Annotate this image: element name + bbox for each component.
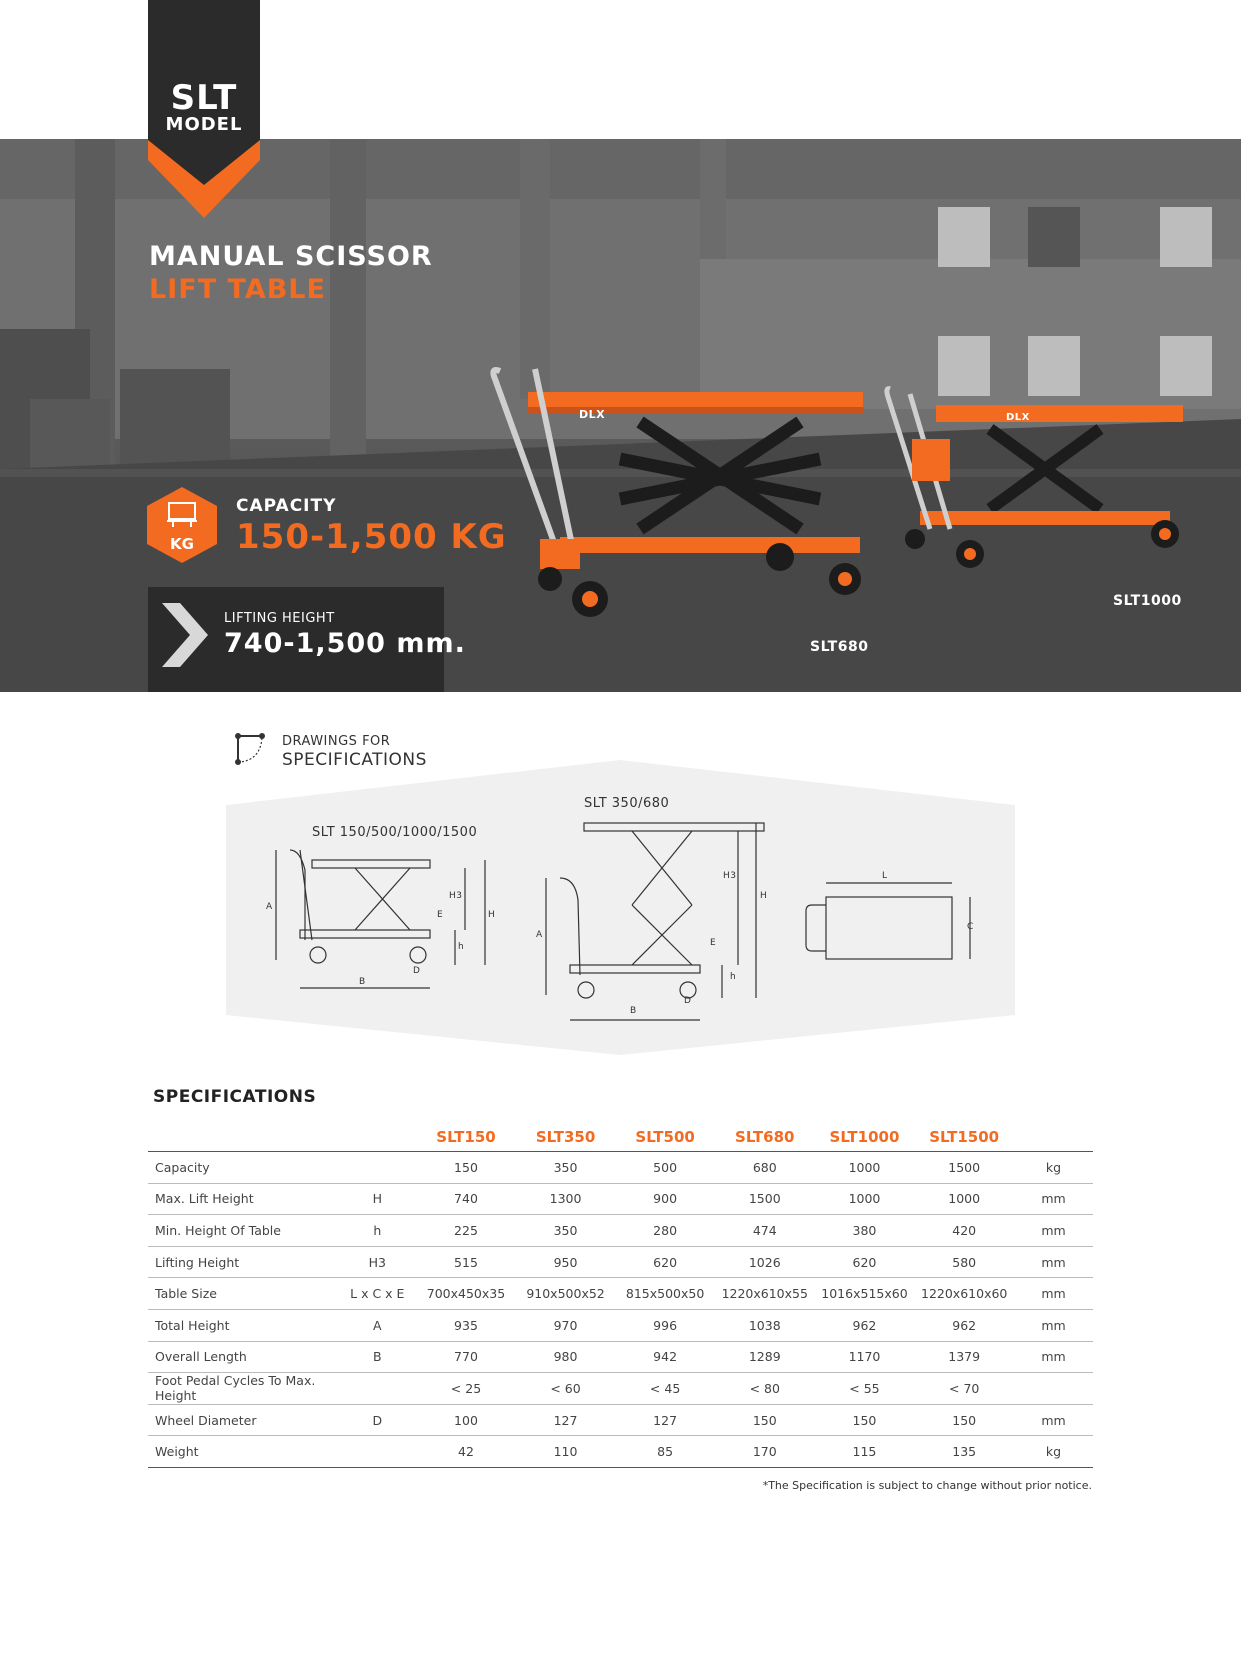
row-label: Total Height <box>148 1309 338 1341</box>
cell-value: 996 <box>615 1309 715 1341</box>
slt1000-deck-label: DLX <box>1006 412 1030 423</box>
cell-value: 970 <box>516 1309 616 1341</box>
cell-value: 770 <box>416 1341 516 1373</box>
drawings-heading-large: SPECIFICATIONS <box>282 750 427 770</box>
cell-value: 380 <box>815 1215 915 1247</box>
header-model: SLT350 <box>516 1123 616 1152</box>
cell-value: 150 <box>416 1152 516 1184</box>
title-line2: LIFT TABLE <box>149 274 326 305</box>
row-label: Weight <box>148 1436 338 1468</box>
cell-value: 1000 <box>815 1152 915 1184</box>
badge-model: MODEL <box>165 114 243 135</box>
table-header-row <box>148 1123 1093 1152</box>
cell-value: 100 <box>416 1404 516 1436</box>
table-row <box>148 1436 1093 1468</box>
row-unit: mm <box>1014 1309 1093 1341</box>
header-model: SLT500 <box>615 1123 715 1152</box>
table-row <box>148 1309 1093 1341</box>
row-symbol <box>338 1436 416 1468</box>
dim-hh-left: H <box>488 910 496 920</box>
lifting-height-value: 740-1,500 mm. <box>224 628 466 659</box>
cell-value: 962 <box>914 1309 1014 1341</box>
row-symbol: H <box>338 1183 416 1215</box>
cell-value: 127 <box>615 1404 715 1436</box>
cell-value: 1170 <box>815 1341 915 1373</box>
kg-icon-text: KG <box>170 535 194 553</box>
table-row <box>148 1373 1093 1405</box>
table-row <box>148 1215 1093 1247</box>
cell-value: 1300 <box>516 1183 616 1215</box>
row-label: Wheel Diameter <box>148 1404 338 1436</box>
dim-a-mid: A <box>536 930 543 940</box>
header-model: SLT1500 <box>914 1123 1014 1152</box>
row-symbol: L x C x E <box>338 1278 416 1310</box>
row-symbol: D <box>338 1404 416 1436</box>
dim-b-mid: B <box>630 1006 637 1016</box>
row-symbol: h <box>338 1215 416 1247</box>
cell-value: 910x500x52 <box>516 1278 616 1310</box>
cell-value: 1289 <box>715 1341 815 1373</box>
cell-value: 150 <box>715 1404 815 1436</box>
cell-value: 950 <box>516 1246 616 1278</box>
lifting-height-label: LIFTING HEIGHT <box>224 611 335 626</box>
cell-value: 474 <box>715 1215 815 1247</box>
cell-value: 580 <box>914 1246 1014 1278</box>
cell-value: 900 <box>615 1183 715 1215</box>
table-row <box>148 1404 1093 1436</box>
row-unit: mm <box>1014 1215 1093 1247</box>
table-row <box>148 1183 1093 1215</box>
row-unit: mm <box>1014 1183 1093 1215</box>
cell-value: < 80 <box>715 1373 815 1405</box>
cell-value: 225 <box>416 1215 516 1247</box>
cell-value: 935 <box>416 1309 516 1341</box>
header-blank-symbol <box>338 1123 416 1152</box>
dim-h3-left: H3 <box>449 891 463 901</box>
cell-value: 150 <box>914 1404 1014 1436</box>
row-unit: kg <box>1014 1152 1093 1184</box>
cell-value: 980 <box>516 1341 616 1373</box>
drawing-mid-label: SLT 350/680 <box>584 796 670 811</box>
row-unit: mm <box>1014 1404 1093 1436</box>
drawings-heading-small: DRAWINGS FOR <box>282 734 391 749</box>
cell-value: 127 <box>516 1404 616 1436</box>
row-unit: mm <box>1014 1246 1093 1278</box>
cell-value: 85 <box>615 1436 715 1468</box>
capacity-value: 150-1,500 KG <box>236 517 507 557</box>
cell-value: 135 <box>914 1436 1014 1468</box>
cell-value: 1000 <box>914 1183 1014 1215</box>
dim-d-left: D <box>413 966 421 976</box>
row-label: Overall Length <box>148 1341 338 1373</box>
slt680-deck-label: DLX <box>579 408 606 421</box>
cell-value: 350 <box>516 1152 616 1184</box>
dim-hh-mid: H <box>760 891 768 901</box>
dim-e-mid: E <box>710 938 717 948</box>
capacity-label: CAPACITY <box>236 496 337 516</box>
cell-value: 1038 <box>715 1309 815 1341</box>
row-label: Foot Pedal Cycles To Max. Height <box>148 1373 338 1405</box>
cell-value: < 60 <box>516 1373 616 1405</box>
dim-l-right: L <box>882 871 888 881</box>
cell-value: 420 <box>914 1215 1014 1247</box>
row-label: Lifting Height <box>148 1246 338 1278</box>
row-label: Min. Height Of Table <box>148 1215 338 1247</box>
specifications-table <box>148 1123 1093 1468</box>
cell-value: 1220x610x60 <box>914 1278 1014 1310</box>
cell-value: < 55 <box>815 1373 915 1405</box>
row-unit: kg <box>1014 1436 1093 1468</box>
cell-value: 110 <box>516 1436 616 1468</box>
cell-value: 115 <box>815 1436 915 1468</box>
drawing-left-label: SLT 150/500/1000/1500 <box>312 825 478 840</box>
row-symbol: B <box>338 1341 416 1373</box>
dim-lh-left: h <box>458 942 465 952</box>
row-unit: mm <box>1014 1341 1093 1373</box>
header-model: SLT1000 <box>815 1123 915 1152</box>
cell-value: 500 <box>615 1152 715 1184</box>
dim-d-mid: D <box>684 996 692 1006</box>
cell-value: 680 <box>715 1152 815 1184</box>
row-symbol: A <box>338 1309 416 1341</box>
cell-value: 350 <box>516 1215 616 1247</box>
specifications-title: SPECIFICATIONS <box>153 1087 317 1107</box>
dim-c-right: C <box>967 922 974 932</box>
badge-slt: SLT <box>170 78 238 118</box>
cell-value: 170 <box>715 1436 815 1468</box>
row-unit <box>1014 1373 1093 1405</box>
header-model: SLT680 <box>715 1123 815 1152</box>
cell-value: 962 <box>815 1309 915 1341</box>
row-symbol <box>338 1373 416 1405</box>
cell-value: 620 <box>615 1246 715 1278</box>
table-row <box>148 1152 1093 1184</box>
header-blank-label <box>148 1123 338 1152</box>
table-row <box>148 1246 1093 1278</box>
dim-b-left: B <box>359 977 366 987</box>
cell-value: 280 <box>615 1215 715 1247</box>
cell-value: < 45 <box>615 1373 715 1405</box>
cell-value: 1220x610x55 <box>715 1278 815 1310</box>
cell-value: 42 <box>416 1436 516 1468</box>
cell-value: 815x500x50 <box>615 1278 715 1310</box>
cell-value: 740 <box>416 1183 516 1215</box>
cell-value: < 70 <box>914 1373 1014 1405</box>
slt680-label: SLT680 <box>810 639 869 655</box>
table-row <box>148 1278 1093 1310</box>
cell-value: 1016x515x60 <box>815 1278 915 1310</box>
row-label: Max. Lift Height <box>148 1183 338 1215</box>
cell-value: 515 <box>416 1246 516 1278</box>
cell-value: 1500 <box>914 1152 1014 1184</box>
row-unit: mm <box>1014 1278 1093 1310</box>
cell-value: 700x450x35 <box>416 1278 516 1310</box>
cell-value: 1026 <box>715 1246 815 1278</box>
cell-value: < 25 <box>416 1373 516 1405</box>
header-model: SLT150 <box>416 1123 516 1152</box>
cell-value: 1379 <box>914 1341 1014 1373</box>
row-label: Table Size <box>148 1278 338 1310</box>
dim-e-left: E <box>437 910 444 920</box>
dim-lh-mid: h <box>730 972 737 982</box>
table-row <box>148 1341 1093 1373</box>
header-blank-unit <box>1014 1123 1093 1152</box>
row-symbol <box>338 1152 416 1184</box>
slt1000-label: SLT1000 <box>1113 593 1182 609</box>
cell-value: 620 <box>815 1246 915 1278</box>
cell-value: 1500 <box>715 1183 815 1215</box>
title-line1: MANUAL SCISSOR <box>149 241 433 272</box>
cell-value: 942 <box>615 1341 715 1373</box>
specification-footnote: *The Specification is subject to change without prior notice. <box>762 1479 1092 1492</box>
row-symbol: H3 <box>338 1246 416 1278</box>
dim-h3-mid: H3 <box>723 871 737 881</box>
row-label: Capacity <box>148 1152 338 1184</box>
dim-a-left: A <box>266 902 273 912</box>
cell-value: 150 <box>815 1404 915 1436</box>
cell-value: 1000 <box>815 1183 915 1215</box>
